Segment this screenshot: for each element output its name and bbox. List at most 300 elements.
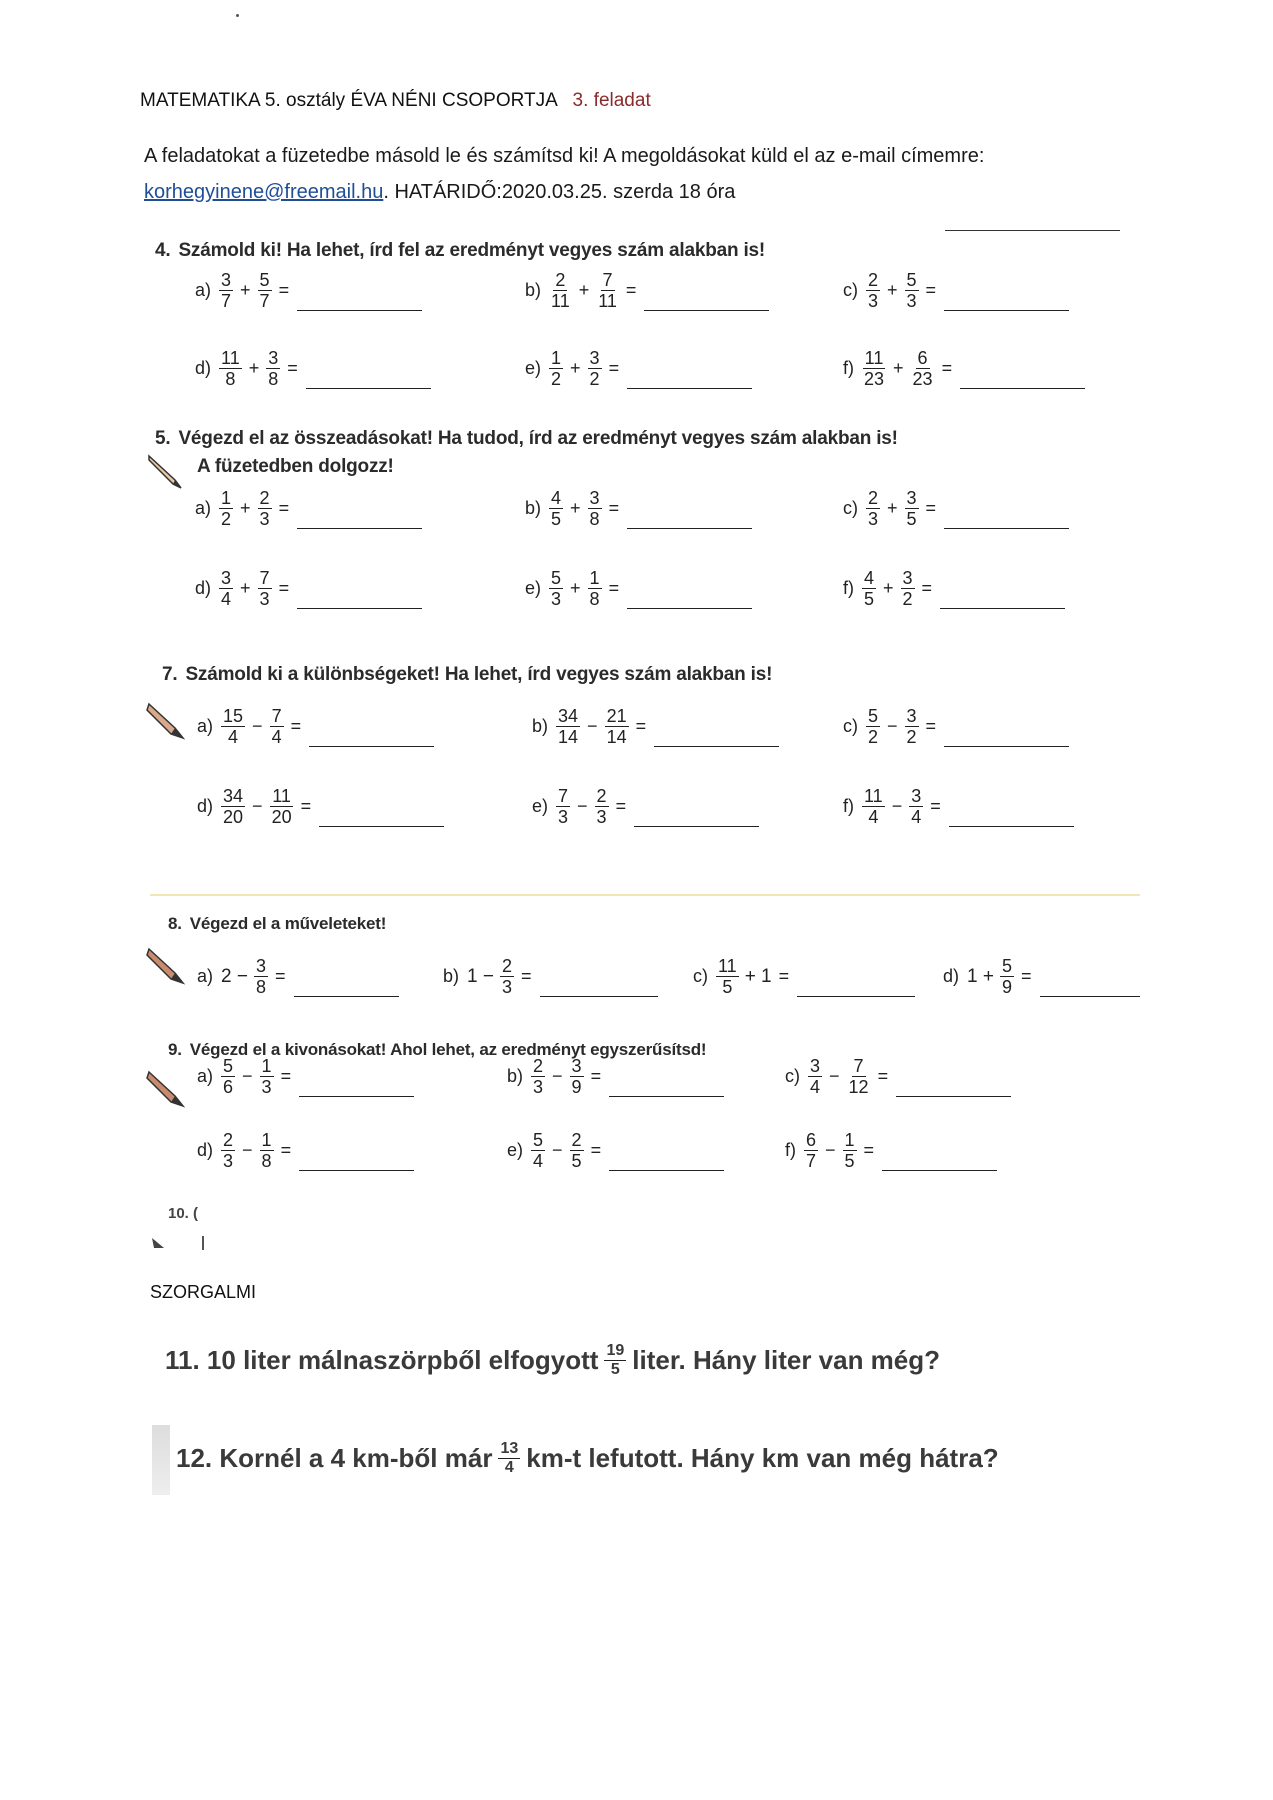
numerator: 3 [911, 786, 922, 806]
exercise-item [507, 1130, 724, 1171]
page-header [140, 90, 651, 112]
equals-sign: = [863, 1140, 875, 1160]
numerator: 3 [902, 568, 913, 588]
fraction [909, 786, 923, 827]
operator: − [887, 716, 898, 736]
item-label: e) [525, 578, 542, 598]
fraction [260, 1130, 274, 1171]
item-label: b) [443, 966, 460, 986]
whole-term: 2 − [221, 965, 248, 987]
numerator: 7 [558, 786, 569, 806]
answer-blank[interactable] [609, 1074, 724, 1097]
fraction [595, 786, 609, 827]
operator: + [570, 578, 581, 598]
answer-blank[interactable] [297, 288, 422, 311]
item-label: d) [197, 1140, 214, 1160]
whole-term: 1 − [467, 965, 494, 987]
operator: + [240, 578, 251, 598]
item-label: d) [195, 358, 212, 378]
email-link[interactable]: korhegyinene@freemail.hu [144, 181, 384, 203]
exercise-item [195, 488, 422, 529]
denominator: 3 [558, 807, 569, 827]
numerator: 1 [261, 1056, 272, 1076]
equals-sign: = [608, 578, 620, 598]
answer-blank[interactable] [944, 288, 1069, 311]
item-label: c) [843, 280, 858, 300]
fraction [862, 568, 876, 609]
operator: + [240, 280, 251, 300]
fraction [498, 1440, 520, 1477]
speck [236, 14, 239, 17]
numerator: 5 [259, 270, 270, 290]
equals-sign: = [300, 796, 312, 816]
exercise-item [197, 706, 434, 747]
problem-12 [176, 1440, 999, 1477]
operator: + [883, 578, 894, 598]
item-label: d) [197, 796, 214, 816]
fraction [266, 348, 280, 389]
item-label: b) [532, 716, 549, 736]
answer-blank[interactable] [299, 1074, 414, 1097]
numerator: 6 [806, 1130, 817, 1150]
whole-term: + 1 [744, 965, 772, 987]
denominator: 3 [906, 291, 917, 311]
item-label: a) [195, 498, 212, 518]
numerator: 1 [844, 1130, 855, 1150]
denominator: 11 [551, 291, 570, 311]
equals-sign: = [520, 966, 532, 986]
answer-blank[interactable] [294, 974, 399, 997]
equals-sign: = [278, 280, 290, 300]
answer-blank[interactable] [797, 974, 915, 997]
equals-sign: = [1020, 966, 1032, 986]
exercise-item [195, 270, 422, 311]
numerator: 3 [221, 568, 232, 588]
denominator: 14 [558, 727, 579, 747]
answer-blank[interactable] [627, 586, 752, 609]
operator: + [578, 280, 590, 300]
exercise-item [195, 568, 422, 609]
answer-blank[interactable] [644, 288, 769, 311]
exercise-item [843, 706, 1069, 747]
numerator: 7 [259, 568, 270, 588]
section-number: 8. [168, 914, 182, 933]
exercise-item [843, 348, 1085, 389]
fragment-bar [202, 1236, 204, 1250]
equals-sign: = [608, 358, 620, 378]
numerator: 3 [906, 706, 917, 726]
numerator: 2 [555, 270, 566, 290]
fraction [588, 568, 602, 609]
fraction [570, 1056, 584, 1097]
fraction [604, 1342, 626, 1379]
problem-11 [165, 1342, 940, 1379]
section-5-title [155, 428, 898, 450]
operator: + [570, 498, 581, 518]
fraction [219, 270, 233, 311]
answer-blank[interactable] [540, 974, 658, 997]
fraction [258, 270, 272, 311]
denominator: 9 [571, 1077, 582, 1097]
fraction [588, 488, 602, 529]
denominator: 2 [902, 589, 913, 609]
denominator: 4 [533, 1151, 544, 1171]
answer-blank[interactable] [896, 1074, 1011, 1097]
scan-shadow [152, 1425, 170, 1495]
item-label: c) [693, 966, 708, 986]
denominator: 5 [551, 509, 562, 529]
item-label: c) [785, 1066, 800, 1086]
section-text: Számold ki! Ha lehet, írd fel az eredményt vegyes szám alakban is! [178, 240, 766, 261]
numerator: 5 [1001, 956, 1012, 976]
operator: − [552, 1140, 563, 1160]
operator: − [242, 1066, 253, 1086]
exercise-item [693, 956, 915, 997]
operator: − [825, 1140, 836, 1160]
pencil-fragment-icon [150, 1236, 172, 1250]
denominator: 5 [864, 589, 875, 609]
answer-blank[interactable] [319, 804, 444, 827]
exercise-item [525, 568, 752, 609]
numerator: 1 [551, 348, 562, 368]
denominator: 3 [501, 977, 512, 997]
denominator: 5 [610, 1361, 620, 1378]
denominator: 12 [848, 1077, 869, 1097]
denominator: 2 [589, 369, 600, 389]
denominator: 4 [868, 807, 879, 827]
equals-sign: = [925, 498, 937, 518]
intro-line-2 [144, 174, 735, 210]
fraction [905, 270, 919, 311]
deadline-text: . HATÁRIDŐ:2020.03.25. szerda 18 óra [383, 181, 736, 203]
fraction [866, 488, 880, 529]
problem-11-pre: 11. 10 liter málnaszörpből elfogyott [165, 1345, 599, 1375]
pencil-icon [145, 945, 185, 985]
exercise-item [843, 568, 1065, 609]
numerator: 15 [223, 706, 244, 726]
fraction [219, 488, 233, 529]
operator: + [248, 358, 260, 378]
exercise-item [197, 1056, 414, 1097]
equals-sign: = [941, 358, 953, 378]
denominator: 11 [598, 291, 617, 311]
exercise-item [532, 786, 759, 827]
numerator: 4 [551, 488, 562, 508]
numerator: 3 [589, 488, 600, 508]
item-label: e) [532, 796, 549, 816]
fraction [808, 1056, 822, 1097]
exercise-item [525, 488, 752, 529]
exercise-item [843, 488, 1069, 529]
fraction [549, 568, 563, 609]
item-label: f) [843, 578, 854, 598]
fraction [219, 348, 242, 389]
numerator: 4 [864, 568, 875, 588]
item-label: d) [195, 578, 212, 598]
exercise-item [197, 956, 399, 997]
denominator: 4 [911, 807, 922, 827]
numerator: 11 [864, 786, 883, 806]
numerator: 5 [223, 1056, 234, 1076]
problem-11-post: liter. Hány liter van még? [632, 1345, 941, 1375]
numerator: 34 [558, 706, 579, 726]
operator: − [252, 716, 263, 736]
equals-sign: = [877, 1066, 889, 1086]
operator: + [893, 358, 904, 378]
item-label: e) [525, 358, 542, 378]
equals-sign: = [921, 578, 933, 598]
exercise-item [507, 1056, 724, 1097]
numerator: 5 [906, 270, 917, 290]
denominator: 3 [596, 807, 607, 827]
section-number: 5. [155, 428, 171, 449]
operator: − [829, 1066, 840, 1086]
problem-12-pre: 12. Kornél a 4 km-ből már [176, 1443, 493, 1473]
fraction [1000, 956, 1014, 997]
numerator: 2 [571, 1130, 582, 1150]
denominator: 7 [259, 291, 270, 311]
exercise-item [525, 348, 752, 389]
section-number: 7. [162, 664, 178, 685]
numerator: 2 [223, 1130, 234, 1150]
section-7-title [162, 664, 772, 686]
whole-term: 1 + [967, 965, 994, 987]
fraction [588, 348, 602, 389]
szorgalmi-label: SZORGALMI [150, 1282, 257, 1302]
fraction [843, 1130, 857, 1171]
operator: − [252, 796, 263, 816]
numerator: 3 [810, 1056, 821, 1076]
numerator: 1 [221, 488, 232, 508]
numerator: 7 [602, 270, 613, 290]
section-text: Számold ki a különbségeket! Ha lehet, írd vegyes szám alakban is! [185, 664, 773, 685]
numerator: 11 [864, 348, 884, 368]
answer-blank[interactable] [949, 804, 1074, 827]
fraction [254, 956, 268, 997]
numerator: 2 [868, 488, 879, 508]
item-label: b) [525, 498, 542, 518]
denominator: 23 [864, 369, 885, 389]
exercise-item [785, 1056, 1011, 1097]
denominator: 5 [844, 1151, 855, 1171]
fraction [570, 1130, 584, 1171]
numerator: 21 [606, 706, 627, 726]
numerator: 5 [551, 568, 562, 588]
exercise-item [532, 706, 779, 747]
answer-blank[interactable] [627, 366, 752, 389]
operator: + [887, 280, 898, 300]
equals-sign: = [590, 1066, 602, 1086]
answer-blank[interactable] [882, 1148, 997, 1171]
section-text: Végezd el a kivonásokat! Ahol lehet, az eredményt egyszerűsítsd! [189, 1040, 707, 1059]
exercise-item [843, 270, 1069, 311]
answer-blank[interactable] [654, 724, 779, 747]
answer-blank[interactable] [297, 506, 422, 529]
denominator: 3 [868, 291, 879, 311]
section-number: 4. [155, 240, 171, 261]
denominator: 8 [255, 977, 266, 997]
problem-12-post: km-t lefutott. Hány km van még hátra? [526, 1443, 999, 1473]
denominator: 7 [221, 291, 232, 311]
fraction [862, 348, 886, 389]
operator: − [577, 796, 588, 816]
pencil-icon [145, 1068, 185, 1108]
operator: − [891, 796, 903, 816]
header-title: MATEMATIKA 5. osztály ÉVA NÉNI CSOPORTJA [140, 90, 557, 111]
equals-sign: = [278, 578, 290, 598]
answer-blank[interactable] [627, 506, 752, 529]
numerator: 3 [221, 270, 232, 290]
numerator: 5 [868, 706, 879, 726]
fraction [716, 956, 739, 997]
fraction [804, 1130, 818, 1171]
fraction [221, 1056, 235, 1097]
numerator: 2 [259, 488, 270, 508]
denominator: 4 [228, 727, 239, 747]
fraction [221, 786, 245, 827]
answer-blank[interactable] [634, 804, 759, 827]
equals-sign: = [278, 498, 290, 518]
exercise-item [197, 786, 444, 827]
pencil-icon [145, 450, 185, 490]
fraction [531, 1130, 545, 1171]
header-task: 3. feladat [572, 90, 651, 111]
fraction [260, 1056, 274, 1097]
numerator: 1 [261, 1130, 272, 1150]
answer-blank[interactable] [299, 1148, 414, 1171]
denominator: 20 [223, 807, 244, 827]
denominator: 14 [606, 727, 627, 747]
operator: − [242, 1140, 253, 1160]
equals-sign: = [925, 716, 937, 736]
equals-sign: = [274, 966, 286, 986]
exercise-item [843, 786, 1074, 827]
answer-blank[interactable] [609, 1148, 724, 1171]
denominator: 3 [259, 589, 270, 609]
numerator: 3 [255, 956, 266, 976]
equals-sign: = [287, 358, 298, 378]
numerator: 11 [718, 956, 737, 976]
denominator: 3 [868, 509, 879, 529]
item-label: a) [197, 1066, 214, 1086]
equals-sign: = [280, 1066, 292, 1086]
equals-sign: = [615, 796, 627, 816]
exercise-item [197, 1130, 414, 1171]
denominator: 20 [271, 807, 292, 827]
denominator: 4 [221, 589, 232, 609]
fraction [556, 706, 580, 747]
numerator: 3 [589, 348, 600, 368]
fraction [258, 488, 272, 529]
answer-blank[interactable] [306, 366, 431, 389]
denominator: 3 [259, 509, 270, 529]
fraction [500, 956, 514, 997]
numerator: 2 [501, 956, 512, 976]
numerator: 19 [606, 1342, 625, 1359]
denominator: 8 [225, 369, 236, 389]
equals-sign: = [925, 280, 937, 300]
section-4-title [155, 240, 765, 262]
item-label: d) [943, 966, 960, 986]
numerator: 6 [917, 348, 928, 368]
fraction [549, 488, 563, 529]
equals-sign: = [280, 1140, 292, 1160]
section-10-fragment: 10. ( [168, 1205, 199, 1222]
numerator: 1 [589, 568, 600, 588]
denominator: 3 [223, 1151, 234, 1171]
denominator: 3 [533, 1077, 544, 1097]
fraction [221, 706, 245, 747]
fraction [221, 1130, 235, 1171]
equals-sign: = [625, 280, 637, 300]
section-number: 9. [168, 1040, 182, 1059]
equals-sign: = [778, 966, 790, 986]
intro-line-1: A feladatokat a füzetedbe másold le és számítsd ki! A megoldásokat küld el az e-mail címemre: [144, 145, 985, 167]
denominator: 4 [810, 1077, 821, 1097]
item-label: a) [197, 716, 214, 736]
answer-blank[interactable] [1040, 974, 1140, 997]
denominator: 5 [906, 509, 917, 529]
fraction [596, 270, 619, 311]
denominator: 2 [221, 509, 232, 529]
operator: − [587, 716, 598, 736]
item-label: b) [525, 280, 542, 300]
answer-blank[interactable] [944, 506, 1069, 529]
fraction [219, 568, 233, 609]
answer-blank[interactable] [940, 586, 1065, 609]
denominator: 4 [271, 727, 282, 747]
numerator: 3 [906, 488, 917, 508]
fraction [531, 1056, 545, 1097]
item-label: b) [507, 1066, 524, 1086]
item-label: f) [785, 1140, 796, 1160]
equals-sign: = [635, 716, 647, 736]
numerator: 3 [268, 348, 279, 368]
denominator: 2 [551, 369, 562, 389]
answer-blank[interactable] [297, 586, 422, 609]
fraction [270, 786, 294, 827]
fraction [605, 706, 629, 747]
numerator: 3 [571, 1056, 582, 1076]
numerator: 2 [868, 270, 879, 290]
denominator: 7 [806, 1151, 817, 1171]
denominator: 8 [268, 369, 279, 389]
section-8-title [168, 914, 386, 934]
numerator: 13 [500, 1440, 519, 1457]
answer-blank[interactable] [309, 724, 434, 747]
answer-blank[interactable] [960, 366, 1085, 389]
fraction [866, 706, 880, 747]
numerator: 2 [596, 786, 607, 806]
denominator: 4 [504, 1459, 514, 1476]
operator: + [240, 498, 251, 518]
operator: + [887, 498, 898, 518]
numerator: 2 [533, 1056, 544, 1076]
exercise-item [785, 1130, 997, 1171]
equals-sign: = [290, 716, 302, 736]
fraction [905, 706, 919, 747]
operator: + [570, 358, 581, 378]
numerator: 7 [271, 706, 282, 726]
equals-sign: = [608, 498, 620, 518]
item-label: c) [843, 716, 858, 736]
item-label: f) [843, 796, 854, 816]
fraction [862, 786, 885, 827]
section-text: Végezd el a műveleteket! [189, 914, 387, 933]
exercise-item [443, 956, 658, 997]
answer-blank[interactable] [944, 724, 1069, 747]
item-label: e) [507, 1140, 524, 1160]
